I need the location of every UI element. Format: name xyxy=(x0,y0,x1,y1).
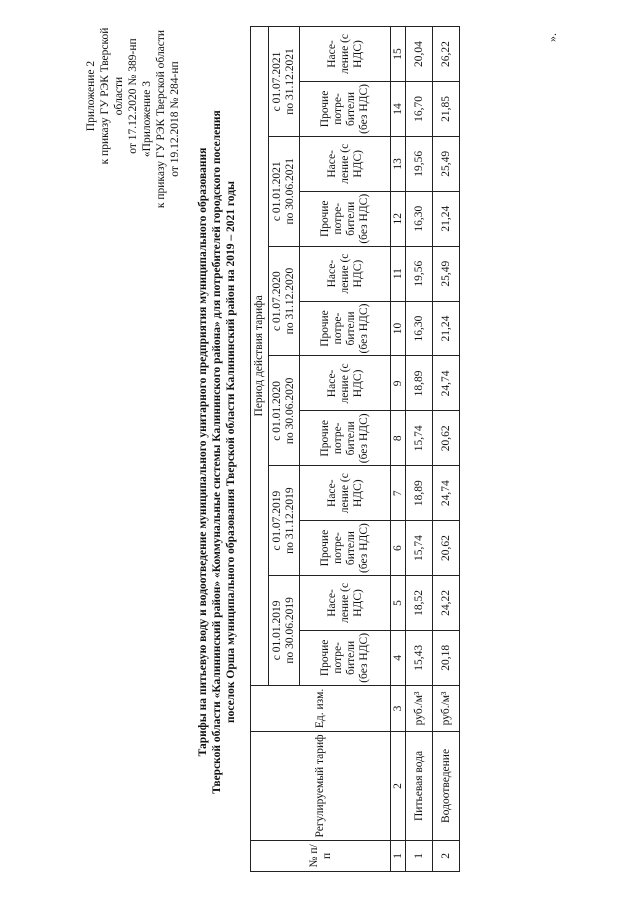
tariff-value: 20,62 xyxy=(433,521,460,576)
row-unit: руб./м³ xyxy=(433,685,460,731)
period-4: с 01.07.2020 по 31.12.2020 xyxy=(269,246,300,356)
annex-line-1: Приложение 2 xyxy=(85,60,97,132)
row-num: 2 xyxy=(433,840,460,871)
col-number: 12 xyxy=(391,191,406,246)
title-line-2: Тверской области «Калининский район» «Коммунальные системы Калининского района» для потребителей городского поселения xyxy=(211,110,223,794)
sub-other-5: Прочие потре-бители (без НДС) xyxy=(300,191,391,246)
sub-other-1: Прочие потре-бители (без НДС) xyxy=(300,630,391,685)
tariff-value: 21,24 xyxy=(433,191,460,246)
col-number: 13 xyxy=(391,136,406,191)
col-number: 1 xyxy=(391,840,406,871)
tariff-value: 24,74 xyxy=(433,356,460,411)
row-num: 1 xyxy=(406,840,433,871)
period-3: с 01.01.2020 по 30.06.2020 xyxy=(269,356,300,466)
tariff-value: 20,62 xyxy=(433,411,460,466)
period-1: с 01.01.2019 по 30.06.2019 xyxy=(269,576,300,686)
row-name: Питьевая вода xyxy=(406,732,433,841)
col-number: 3 xyxy=(391,685,406,731)
annex-header xyxy=(84,10,140,182)
annex-quote-line-2: к приказу ГУ РЭК Тверской области xyxy=(155,29,167,209)
annex-line-2: к приказу ГУ РЭК Тверской области xyxy=(99,27,125,165)
tariff-value: 18,89 xyxy=(406,466,433,521)
tariff-table xyxy=(250,26,460,872)
title-line-3: поселок Орша муниципального образования Тверской области Калининский район на 2019 – 2021 годы xyxy=(225,180,237,724)
col-number: 7 xyxy=(391,466,406,521)
col-number: 15 xyxy=(391,27,406,82)
header-unit: Ед. изм. xyxy=(251,685,391,731)
tariff-value: 16,30 xyxy=(406,301,433,356)
tariff-value: 21,85 xyxy=(433,82,460,137)
row-unit: руб./м³ xyxy=(406,685,433,731)
tariff-value: 26,22 xyxy=(433,27,460,82)
col-number: 4 xyxy=(391,630,406,685)
table-row xyxy=(406,27,433,872)
row-name: Водоотведение xyxy=(433,732,460,841)
tariff-value: 24,22 xyxy=(433,576,460,631)
closing-quote: ». xyxy=(545,33,559,42)
tariff-value: 25,49 xyxy=(433,246,460,301)
tariff-value: 15,43 xyxy=(406,630,433,685)
sub-other-2: Прочие потре-бители (без НДС) xyxy=(300,521,391,576)
table-header-row-1 xyxy=(251,27,269,872)
header-period: Период действия тарифа xyxy=(251,27,269,686)
col-number: 2 xyxy=(391,732,406,841)
sub-other-6: Прочие потре-бители (без НДС) xyxy=(300,82,391,137)
period-2: с 01.07.2019 по 31.12.2019 xyxy=(269,466,300,576)
sub-pop-2: Насе-ление (с НДС) xyxy=(300,466,391,521)
tariff-value: 19,56 xyxy=(406,246,433,301)
period-6: с 01.07.2021 по 31.12.2021 xyxy=(269,27,300,137)
tariff-value: 21,24 xyxy=(433,301,460,356)
tariff-value: 16,30 xyxy=(406,191,433,246)
annex-quote-header xyxy=(140,24,182,214)
tariff-value: 18,89 xyxy=(406,356,433,411)
annex-quote-line-1: «Приложение 3 xyxy=(141,80,153,158)
col-number: 8 xyxy=(391,411,406,466)
tariff-value: 15,74 xyxy=(406,521,433,576)
document-title xyxy=(196,28,238,876)
col-number: 6 xyxy=(391,521,406,576)
col-number: 10 xyxy=(391,301,406,356)
tariff-value: 20,04 xyxy=(406,27,433,82)
tariff-value: 16,70 xyxy=(406,82,433,137)
sub-pop-3: Насе-ление (с НДС) xyxy=(300,356,391,411)
sub-pop-1: Насе-ление (с НДС) xyxy=(300,576,391,631)
annex-quote-line-3: от 19.12.2018 № 284-нп xyxy=(169,61,181,177)
tariff-value: 19,56 xyxy=(406,136,433,191)
period-5: с 01.01.2021 по 30.06.2021 xyxy=(269,136,300,246)
header-num: № п/п xyxy=(251,840,391,871)
sub-other-3: Прочие потре-бители (без НДС) xyxy=(300,411,391,466)
title-line-1: Тарифы на питьевую воду и водоотведение муниципального унитарного предприятия муниципального образования xyxy=(197,147,209,757)
column-number-row xyxy=(391,27,406,872)
sub-pop-6: Насе-ление (с НДС) xyxy=(300,27,391,82)
header-tariff: Регулируемый тариф xyxy=(251,732,391,841)
col-number: 9 xyxy=(391,356,406,411)
sub-pop-5: Насе-ление (с НДС) xyxy=(300,136,391,191)
tariff-value: 25,49 xyxy=(433,136,460,191)
table-row xyxy=(433,27,460,872)
tariff-value: 18,52 xyxy=(406,576,433,631)
tariff-value: 20,18 xyxy=(433,630,460,685)
col-number: 14 xyxy=(391,82,406,137)
col-number: 11 xyxy=(391,246,406,301)
annex-line-3: от 17.12.2020 № 389-нп xyxy=(127,38,139,154)
sub-other-4: Прочие потре-бители (без НДС) xyxy=(300,301,391,356)
col-number: 5 xyxy=(391,576,406,631)
tariff-value: 15,74 xyxy=(406,411,433,466)
sub-pop-4: Насе-ление (с НДС) xyxy=(300,246,391,301)
tariff-value: 24,74 xyxy=(433,466,460,521)
